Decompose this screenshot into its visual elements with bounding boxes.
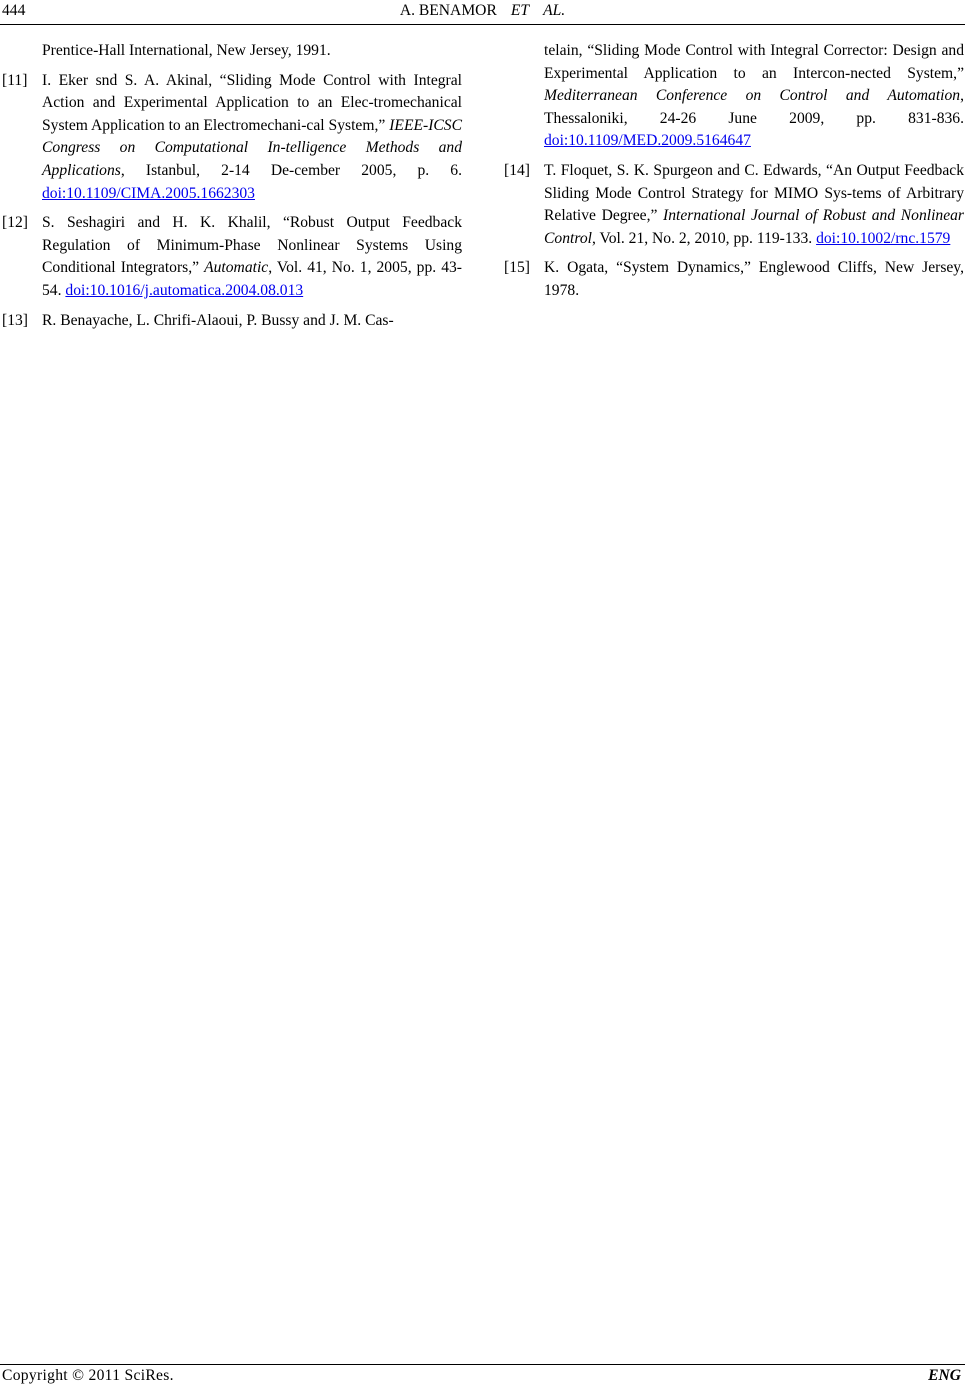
header-rule bbox=[0, 24, 965, 25]
reference-details: , Vol. 21, No. 2, 2010, pp. 119-133. bbox=[591, 229, 817, 247]
reference-text: I. Eker snd S. A. Akinal, “Sliding Mode Control with Integral Action and Experimental Application to an Elec-tromechanical System Application to an Electromechani-cal System,” bbox=[42, 71, 462, 134]
doi-link[interactable]: doi:10.1016/j.automatica.2004.08.013 bbox=[65, 281, 304, 299]
reference-venue: Mediterranean Conference on Control and Automation bbox=[544, 87, 961, 105]
reference-10-continued bbox=[2, 40, 462, 63]
reference-number: [14] bbox=[504, 161, 530, 179]
reference-13-continued bbox=[504, 40, 964, 153]
reference-text: S. Seshagiri and H. K. Khalil, “Robust Output Feedback Regulation of Minimum-Phase Nonlinear Systems Using Conditional Integrators,” bbox=[42, 214, 462, 277]
page-number: 444 bbox=[2, 2, 26, 19]
reference-details: , Vol. 41, No. 1, 2005, pp. 43-54. bbox=[42, 259, 462, 299]
copyright-notice: Copyright © 2011 SciRes. bbox=[2, 1367, 174, 1384]
reference-14 bbox=[504, 160, 964, 250]
journal-abbrev: ENG bbox=[928, 1367, 961, 1384]
reference-text: R. Benayache, L. Chrifi-Alaoui, P. Bussy and J. M. Cas- bbox=[42, 311, 394, 329]
footer-rule bbox=[0, 1364, 965, 1365]
doi-link[interactable]: doi:10.1109/MED.2009.5164647 bbox=[544, 132, 751, 150]
reference-15 bbox=[504, 257, 964, 302]
running-head-author: A. BENAMOR bbox=[399, 2, 497, 19]
running-head-al: AL. bbox=[543, 2, 566, 19]
running-head bbox=[0, 1, 965, 21]
right-column bbox=[504, 40, 964, 310]
reference-number: [11] bbox=[2, 71, 28, 89]
reference-venue: International Journal of Robust and Nonlinear Control bbox=[544, 207, 964, 247]
reference-text: Prentice-Hall International, New Jersey, 1991. bbox=[42, 42, 331, 59]
reference-number: [13] bbox=[2, 311, 28, 329]
reference-11 bbox=[2, 70, 462, 206]
left-column bbox=[2, 40, 462, 339]
reference-text: telain, “Sliding Mode Control with Integral Corrector: Design and Experimental Application to an Intercon-nected System,” bbox=[544, 42, 964, 82]
reference-13 bbox=[2, 310, 462, 333]
doi-link[interactable]: doi:10.1002/rnc.1579 bbox=[816, 229, 951, 247]
doi-link[interactable]: doi:10.1109/CIMA.2005.1662303 bbox=[42, 184, 255, 202]
reference-details: , Istanbul, 2-14 De-cember 2005, p. 6. bbox=[120, 161, 462, 179]
reference-number: [15] bbox=[504, 259, 530, 277]
reference-details: , Thessaloniki, 24-26 June 2009, pp. 831-836. bbox=[544, 87, 964, 127]
reference-venue: IEEE-ICSC Congress on Computational In-telligence Methods and Applications bbox=[42, 116, 462, 179]
reference-12 bbox=[2, 212, 462, 302]
reference-number: [12] bbox=[2, 214, 28, 232]
reference-text: K. Ogata, “System Dynamics,” Englewood Cliffs, New Jersey, 1978. bbox=[544, 259, 964, 299]
reference-venue: Automatic bbox=[204, 259, 269, 277]
reference-text: T. Floquet, S. K. Spurgeon and C. Edwards, “An Output Feedback Sliding Mode Control Strategy for MIMO Sys-tems of Arbitrary Relative Degree,” bbox=[544, 161, 964, 225]
running-head-et: ET bbox=[510, 2, 530, 19]
